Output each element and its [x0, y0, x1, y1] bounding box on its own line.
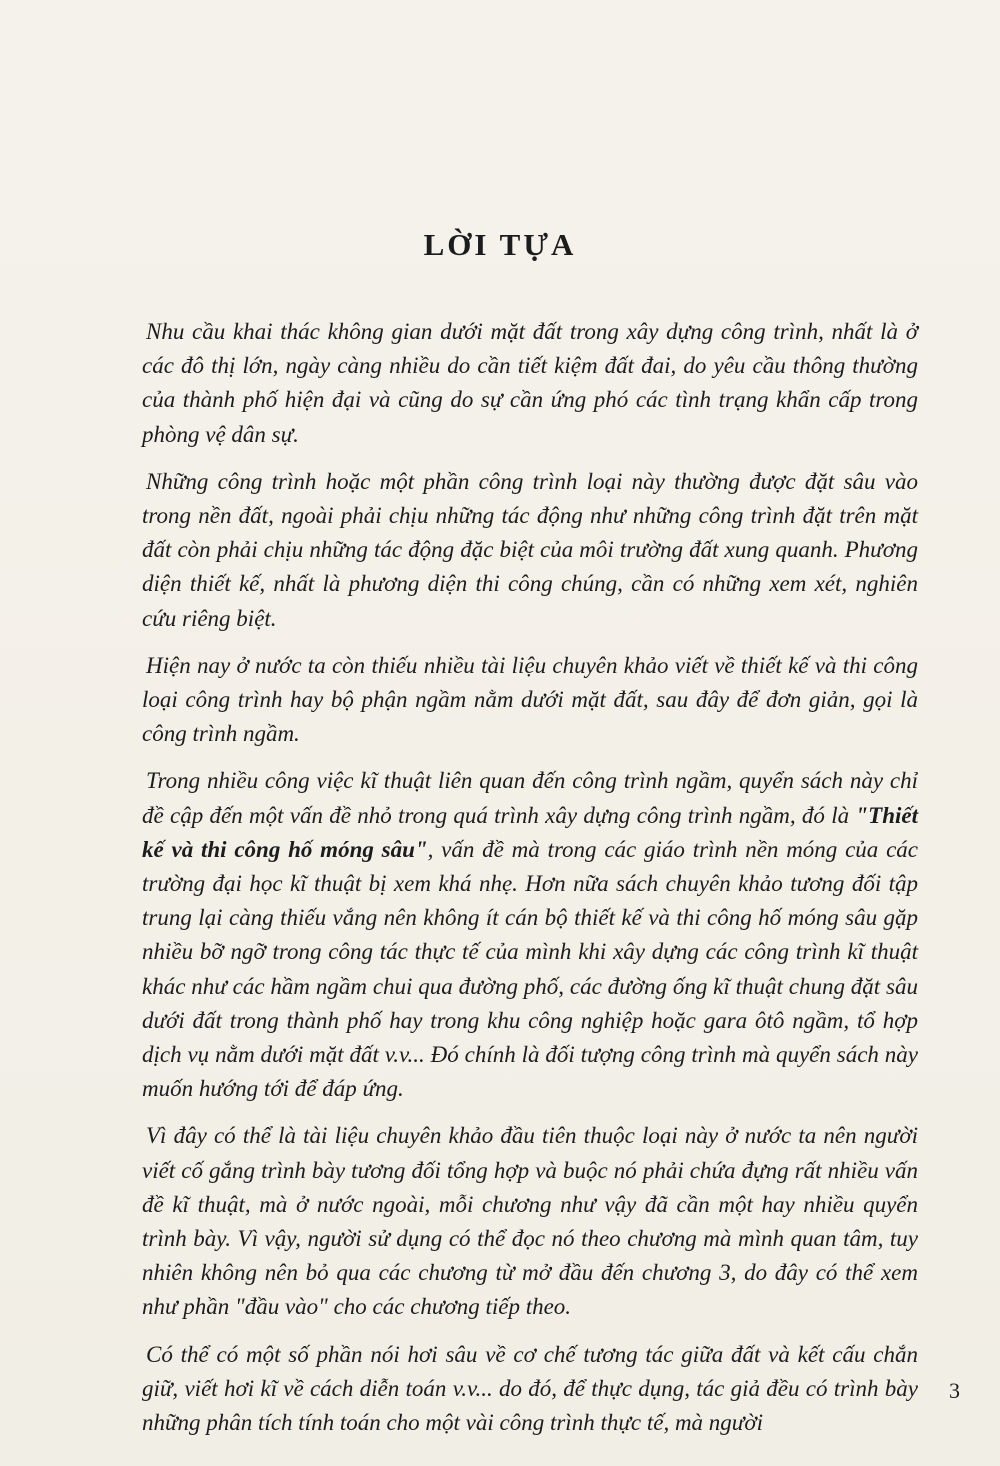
paragraph-4: [142, 764, 918, 1106]
page-number: 3: [949, 1378, 960, 1403]
preface-body: [142, 315, 918, 1453]
paragraph-6: Có thể có một số phần nói hơi sâu về cơ chế tương tác giữa đất và kết cấu chắn giữ, viết hơi kĩ về cách diễn toán v.v... do đó, để thực dụng, tác giả đều có trình bày những phân tích tính toán cho một vài công trình thực tế, mà người: [142, 1341, 918, 1436]
paragraph-3: Hiện nay ở nước ta còn thiếu nhiều tài liệu chuyên khảo viết về thiết kế và thi công loại công trình hay bộ phận ngầm nằm dưới mặt đất, sau đây để đơn giản, gọi là công trình ngầm.: [142, 652, 918, 747]
paragraph-4-text-before: Trong nhiều công việc kĩ thuật liên quan đến công trình ngầm, quyển sách này chỉ đề cập đến một vấn đề nhỏ trong quá trình xây dựng công trình ngầm, đó là: [142, 768, 918, 828]
paragraph-1: Nhu cầu khai thác không gian dưới mặt đất trong xây dựng công trình, nhất là ở các đô thị lớn, ngày càng nhiều do cần tiết kiệm đất đai, do yêu cầu thông thường của thành phố hiện đại và cũng do sự cần ứng phó các tình trạng khẩn cấp trong phòng vệ dân sự.: [142, 319, 918, 447]
paragraph-2: Những công trình hoặc một phần công trình loại này thường được đặt sâu vào trong nền đất, ngoài phải chịu những tác động như những công trình đặt trên mặt đất còn phải chịu những tác động đặc biệt của môi trường đất xung quanh. Phương diện thiết kế, nhất là phương diện thi công chúng, cần có những xem xét, nghiên cứu riêng biệt.: [142, 468, 918, 631]
paragraph-4-text-after: , vấn đề mà trong các giáo trình nền móng của các trường đại học kĩ thuật bị xem khá nhẹ. Hơn nữa sách chuyên khảo tương đối tập trung lại càng thiếu vắng nên không ít cán bộ thiết kế và thi công hố móng sâu gặp nhiều bỡ ngỡ trong công tác thực tế của mình khi xây dựng các công trình kĩ thuật khác như các hầm ngầm chui qua đường phố, các đường ống kĩ thuật chung đặt sâu dưới đất trong thành phố hay trong khu công nghiệp hoặc gara ôtô ngầm, tổ hợp dịch vụ nằm dưới mặt đất v.v... Đó chính là đối tượng công trình mà quyển sách này muốn hướng tới để đáp ứng.: [142, 836, 918, 1102]
page-title: LỜI TỰA: [423, 227, 577, 262]
book-topic-emphasis: "Thiết kế và thi công hố móng sâu": [142, 802, 918, 862]
paragraph-5: Vì đây có thể là tài liệu chuyên khảo đầu tiên thuộc loại này ở nước ta nên người viết cố gắng trình bày tương đối tổng hợp và buộc nó phải chứa đựng rất nhiều vấn đề kĩ thuật, mà ở nước ngoài, mỗi chương như vậy đã cần một hay nhiều quyển trình bày. Vì vậy, người sử dụng có thể đọc nó theo chương mà mình quan tâm, tuy nhiên không nên bỏ qua các chương từ mở đầu đến chương 3, do đây có thể xem như phần "đầu vào" cho các chương tiếp theo.: [142, 1123, 918, 1320]
